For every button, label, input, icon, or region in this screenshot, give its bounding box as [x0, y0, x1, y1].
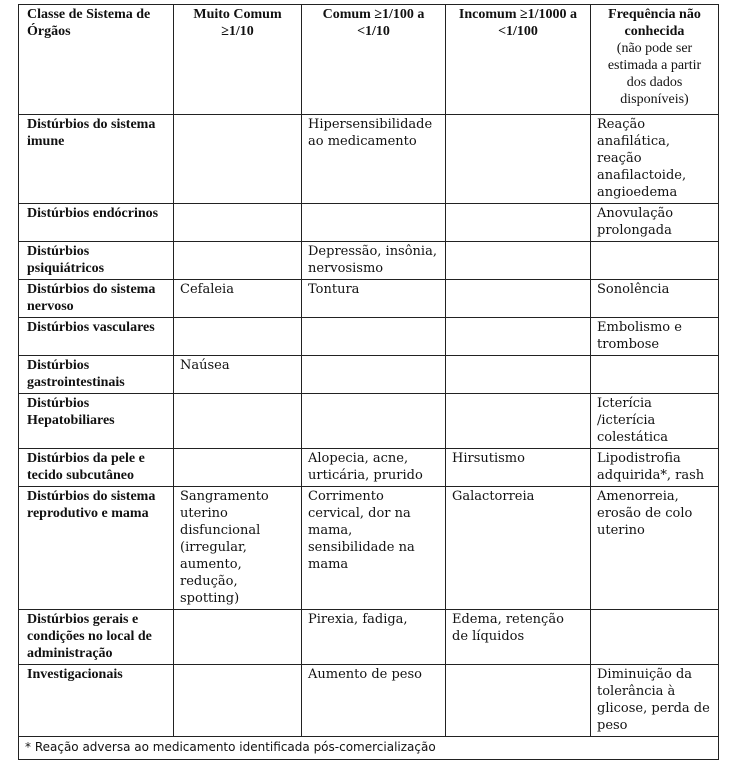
cell-common: Hipersensibilidade ao medicamento — [302, 115, 446, 204]
cell-common: Aumento de peso — [302, 665, 446, 737]
table-row — [19, 115, 719, 204]
cell-very-common — [174, 204, 302, 242]
cell-very-common — [174, 242, 302, 280]
cell-common: Alopecia, acne, urticária, prurido — [302, 449, 446, 487]
cell-common: Corrimento cervical, dor na mama, sensibilidade na mama — [302, 487, 446, 610]
cell-organ-class: Investigacionais — [19, 665, 174, 737]
cell-uncommon: Hirsutismo — [446, 449, 591, 487]
cell-very-common — [174, 610, 302, 665]
adverse-reactions-table — [18, 4, 719, 760]
table-row — [19, 449, 719, 487]
header-organ-class: Classe de Sistema de Órgãos — [19, 5, 174, 115]
cell-unknown-frequency: Diminuição da tolerância à glicose, perda de peso — [591, 665, 719, 737]
header-unknown-frequency — [591, 5, 719, 115]
cell-organ-class: Distúrbios vasculares — [19, 318, 174, 356]
cell-unknown-frequency — [591, 356, 719, 394]
cell-very-common: Naúsea — [174, 356, 302, 394]
header-very-common: Muito Comum ≥1/10 — [174, 5, 302, 115]
cell-common — [302, 204, 446, 242]
cell-very-common — [174, 449, 302, 487]
cell-uncommon — [446, 394, 591, 449]
table-row — [19, 394, 719, 449]
cell-common — [302, 356, 446, 394]
table-row — [19, 204, 719, 242]
cell-unknown-frequency — [591, 610, 719, 665]
cell-very-common: Sangramento uterino disfuncional (irregular, aumento, redução, spotting) — [174, 487, 302, 610]
cell-very-common — [174, 394, 302, 449]
document-page — [18, 4, 719, 760]
footnote: * Reação adversa ao medicamento identificada pós-comercialização — [19, 737, 719, 760]
cell-organ-class: Distúrbios Hepatobiliares — [19, 394, 174, 449]
table-row — [19, 242, 719, 280]
header-unknown-title: Frequência não conhecida — [608, 7, 701, 39]
header-unknown-subtitle: (não pode ser estimada a partir dos dados disponíveis) — [607, 41, 702, 107]
cell-common: Pirexia, fadiga, — [302, 610, 446, 665]
header-common: Comum ≥1/100 a <1/10 — [302, 5, 446, 115]
cell-uncommon: Edema, retenção de líquidos — [446, 610, 591, 665]
cell-common — [302, 394, 446, 449]
cell-organ-class: Distúrbios do sistema imune — [19, 115, 174, 204]
cell-uncommon: Galactorreia — [446, 487, 591, 610]
cell-uncommon — [446, 115, 591, 204]
cell-unknown-frequency: Lipodistrofia adquirida*, rash — [591, 449, 719, 487]
footnote-row — [19, 737, 719, 760]
cell-organ-class: Distúrbios endócrinos — [19, 204, 174, 242]
cell-uncommon — [446, 204, 591, 242]
cell-unknown-frequency: Reação anafilática, reação anafilactoide, angioedema — [591, 115, 719, 204]
cell-unknown-frequency: Sonolência — [591, 280, 719, 318]
cell-unknown-frequency: Amenorreia, erosão de colo uterino — [591, 487, 719, 610]
cell-common — [302, 318, 446, 356]
cell-organ-class: Distúrbios do sistema nervoso — [19, 280, 174, 318]
table-row — [19, 318, 719, 356]
table-row — [19, 280, 719, 318]
cell-common: Tontura — [302, 280, 446, 318]
cell-unknown-frequency: Embolismo e trombose — [591, 318, 719, 356]
cell-very-common — [174, 318, 302, 356]
table-header-row — [19, 5, 719, 115]
cell-unknown-frequency: Icterícia /icterícia colestática — [591, 394, 719, 449]
cell-uncommon — [446, 242, 591, 280]
table-row — [19, 356, 719, 394]
cell-organ-class: Distúrbios do sistema reprodutivo e mama — [19, 487, 174, 610]
cell-very-common: Cefaleia — [174, 280, 302, 318]
cell-unknown-frequency: Anovulação prolongada — [591, 204, 719, 242]
cell-very-common — [174, 115, 302, 204]
table-row — [19, 610, 719, 665]
cell-uncommon — [446, 356, 591, 394]
cell-uncommon — [446, 280, 591, 318]
cell-organ-class: Distúrbios psiquiátricos — [19, 242, 174, 280]
table-row — [19, 487, 719, 610]
cell-common: Depressão, insônia, nervosismo — [302, 242, 446, 280]
cell-organ-class: Distúrbios gerais e condições no local de administração — [19, 610, 174, 665]
table-body — [19, 115, 719, 760]
cell-organ-class: Distúrbios gastrointestinais — [19, 356, 174, 394]
cell-unknown-frequency — [591, 242, 719, 280]
cell-organ-class: Distúrbios da pele e tecido subcutâneo — [19, 449, 174, 487]
header-uncommon: Incomum ≥1/1000 a <1/100 — [446, 5, 591, 115]
cell-uncommon — [446, 318, 591, 356]
